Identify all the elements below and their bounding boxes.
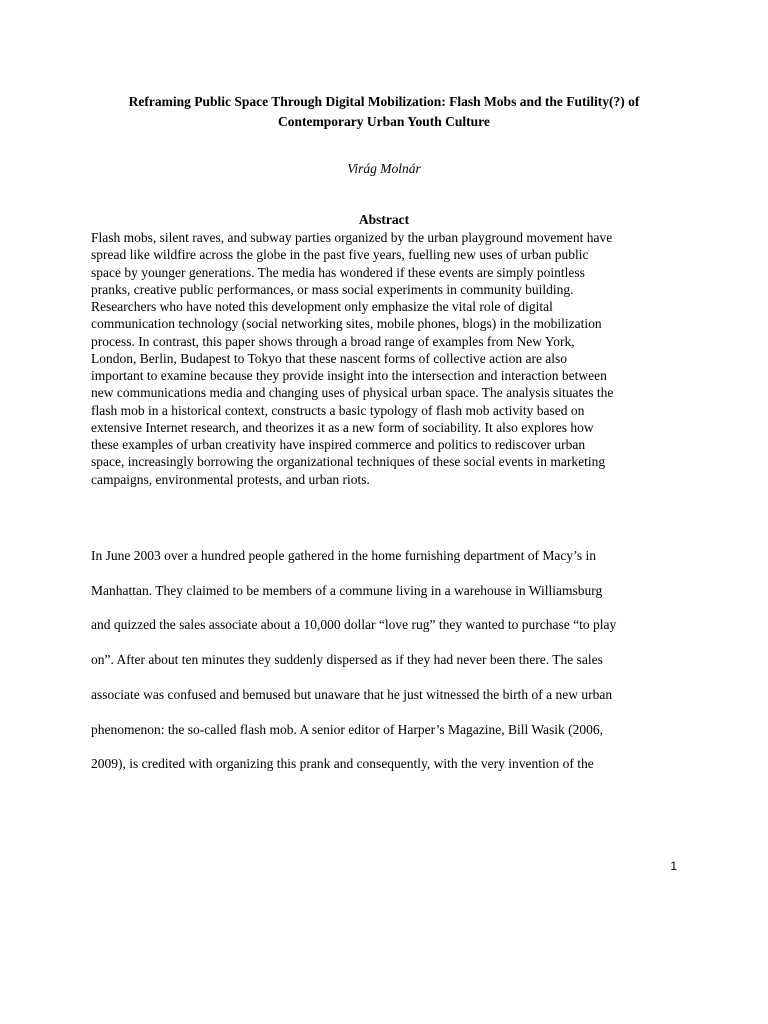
body-line: In June 2003 over a hundred people gathered in the home furnishing department of Macy’s in [91,548,596,563]
body-line: phenomenon: the so-called flash mob. A senior editor of Harper’s Magazine, Bill Wasik (2006, [91,721,604,737]
title-line-1: Reframing Public Space Through Digital Mobilization: Flash Mobs and the Futility(?) of [128,94,640,109]
abstract-line: pranks, creative public performances, or mass social experiments in community building. [91,281,574,297]
abstract-heading: Abstract [358,212,410,227]
author-name: Virág Molnár [347,161,421,176]
abstract-line: Flash mobs, silent raves, and subway parties organized by the urban playground movement have [91,230,613,245]
body-line: on”. After about ten minutes they suddenly dispersed as if they had never been there. The sales [91,652,603,668]
body-line: associate was confused and bemused but unaware that he just witnessed the birth of a new urban [91,686,613,702]
body-line: and quizzed the sales associate about a 10,000 dollar “love rug” they wanted to purchase “to play [91,617,617,633]
body-line: Manhattan. They claimed to be members of a commune living in a warehouse in Williamsburg [91,582,603,598]
abstract-line: Researchers who have noted this development only emphasize the vital role of digital [91,299,553,314]
abstract-body [91,229,691,488]
page-number: 1 [670,859,677,873]
abstract-line: these examples of urban creativity have inspired commerce and politics to rediscover urban [91,437,586,452]
abstract-line: London, Berlin, Budapest to Tokyo that these nascent forms of collective action are also [91,350,568,366]
abstract-line: space by younger generations. The media has wondered if these events are simply pointless [91,264,585,280]
paper-title [80,92,688,132]
title-line-2: Contemporary Urban Youth Culture [278,114,490,129]
body-paragraph [91,539,691,782]
abstract-line: campaigns, environmental protests, and urban riots. [91,471,370,487]
abstract-line: extensive Internet research, and theorizes it as a new form of sociability. It also explores how [91,419,594,435]
abstract-line: process. In contrast, this paper shows through a broad range of examples from New York, [91,333,575,349]
abstract-line: spread like wildfire across the globe in the past five years, fuelling new uses of urban public [91,247,589,263]
abstract-line: communication technology (social networking sites, mobile phones, blogs) in the mobilization [91,316,602,332]
abstract-line: new communications media and changing uses of physical urban space. The analysis situates the [91,385,614,401]
abstract-line: flash mob in a historical context, constructs a basic typology of flash mob activity based on [91,402,585,418]
abstract-line: space, increasingly borrowing the organizational techniques of these social events in marketing [91,454,606,470]
body-line: 2009), is credited with organizing this prank and consequently, with the very invention of the [91,756,594,772]
abstract-line: important to examine because they provide insight into the intersection and interaction between [91,368,607,383]
